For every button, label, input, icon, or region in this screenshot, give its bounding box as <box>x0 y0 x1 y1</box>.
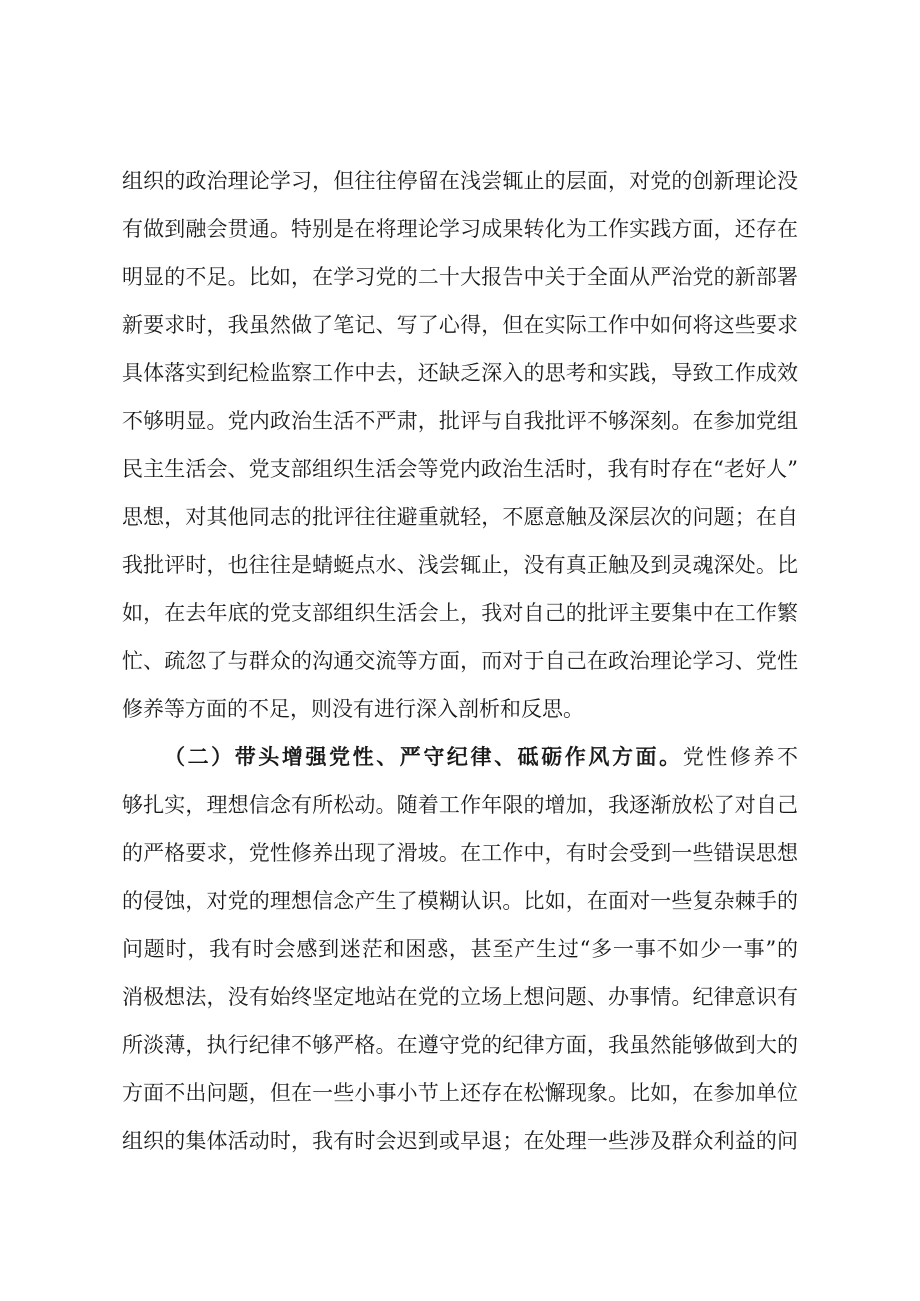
paragraph-line: 的严格要求，党性修养出现了滑坡。在工作中，有时会受到一些错误思想 <box>122 841 798 865</box>
paragraph-line: 方面不出问题，但在一些小事小节上还存在松懈现象。比如，在参加单位 <box>122 1081 798 1105</box>
paragraph-line: 我批评时，也往往是蜻蜓点水、浅尝辄止，没有真正触及到灵魂深处。比 <box>122 553 798 577</box>
paragraph-line: 够扎实，理想信念有所松动。随着工作年限的增加，我逐渐放松了对自己 <box>122 793 798 817</box>
paragraph-line: 民主生活会、党支部组织生活会等党内政治生活时，我有时存在“老好人” <box>122 457 798 481</box>
paragraph-line: 如，在去年底的党支部组织生活会上，我对自己的批评主要集中在工作繁 <box>122 601 798 625</box>
paragraph-line: 思想，对其他同志的批评往往避重就轻，不愿意触及深层次的问题；在自 <box>122 505 798 529</box>
section-heading-line <box>164 733 798 781</box>
paragraph-line: 有做到融会贯通。特别是在将理论学习成果转化为工作实践方面，还存在 <box>122 217 798 241</box>
paragraph-line-start: 党性修养不 <box>682 745 798 769</box>
paragraph-line: 忙、疏忽了与群众的沟通交流等方面，而对于自己在政治理论学习、党性 <box>122 649 798 673</box>
paragraph-line: 问题时，我有时会感到迷茫和困惑，甚至产生过“多一事不如少一事”的 <box>122 937 798 961</box>
section-heading: （二）带头增强党性、严守纪律、砥砺作风方面。 <box>164 744 683 769</box>
paragraph-line: 所淡薄，执行纪律不够严格。在遵守党的纪律方面，我虽然能够做到大的 <box>122 1033 798 1057</box>
paragraph-line: 具体落实到纪检监察工作中去，还缺乏深入的思考和实践，导致工作成效 <box>122 361 798 385</box>
paragraph-line: 组织的政治理论学习，但往往停留在浅尝辄止的层面，对党的创新理论没 <box>122 169 798 193</box>
paragraph-line: 消极想法，没有始终坚定地站在党的立场上想问题、办事情。纪律意识有 <box>122 985 798 1009</box>
paragraph-line: 的侵蚀，对党的理想信念产生了模糊认识。比如，在面对一些复杂棘手的 <box>122 889 798 913</box>
paragraph-line: 组织的集体活动时，我有时会迟到或早退；在处理一些涉及群众利益的问 <box>122 1129 798 1153</box>
paragraph-line: 新要求时，我虽然做了笔记、写了心得，但在实际工作中如何将这些要求 <box>122 313 798 337</box>
paragraph-line: 修养等方面的不足，则没有进行深入剖析和反思。 <box>122 697 584 721</box>
paragraph-line: 不够明显。党内政治生活不严肃，批评与自我批评不够深刻。在参加党组 <box>122 409 798 433</box>
paragraph-line: 明显的不足。比如，在学习党的二十大报告中关于全面从严治党的新部署 <box>122 265 798 289</box>
